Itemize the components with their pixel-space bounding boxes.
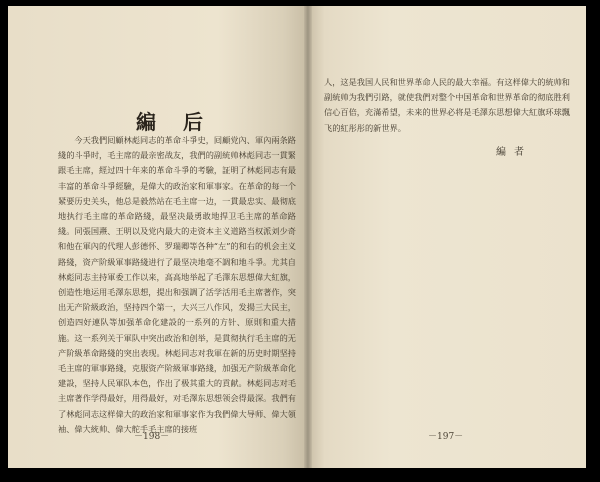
editor-signature: 編者 bbox=[496, 147, 532, 158]
page-number-right: －197－ bbox=[428, 432, 464, 442]
afterword-body: 今天我們囘顧林彪同志的革命斗爭史，囘顧党內、軍內兩条路綫的斗爭时，毛主席的最亲密战友，我們的副統帅林彪同志一貫緊跟毛主席，經过四十年来的革命斗爭的考驗，証明了林彪同志有最丰富的革命斗爭經驗，是偉大的政治家和軍事家。在革命的每一个紧要历史关头，他总是毅然站在毛主席一边，一貫最忠实、最彻底地执行毛主席的革命路綫，最坚决最勇敢地捍卫毛主席的革命路綫。同張国燾、王明以及党内最大的走资本主义道路当权派刘少奇和他在軍內的代理人彭德怀、罗瑞卿等各种“左”的和右的机会主义路綫，资产阶級軍事路綫进行了最坚决地毫不調和地斗爭。尤其自林彪同志主持軍委工作以来，高高地举起了毛澤东思想偉大紅旗，创造性地运用毛澤东思想，提出和强調了活学活用毛主席著作，突出无产阶級政治，坚持四个第一，大兴三八作风，发揚三大民主，创造四好連队等加强革命化建設的一系列的方针、原則和重大措施。这一系列关于軍队中突出政治和创举，是貫彻执行毛主席的无产阶級革命路綫的突出表现。林彪同志对我軍在新的历史时期坚持毛主席的軍事路綫，克服资产阶級軍事路綫，加强无产阶級革命化建設，坚持人民軍队本色，作出了极其重大的貢献。林彪同志对毛主席著作学得最好，用得最好，对毛澤东思想领会得最深。我們有了林彪同志这样偉大的政治家和軍事家作为我們偉大导师、偉大領袖、偉大統帅、偉大舵手毛主席的接班 bbox=[58, 135, 296, 434]
page-number-left: －198－ bbox=[134, 432, 170, 442]
afterword-continuation: 人，这是我国人民和世界革命人民的最大幸福。有这样偉大的統帅和副統帅为我們引路，就使我們对整个中国革命和世界革命的彻底胜利信心百倍，充滿希望，未来的世界必将是毛澤东思想偉大紅旗环球飄飞的紅彤彤的新世界。 bbox=[324, 77, 570, 133]
page-title: 編 后 bbox=[136, 110, 213, 134]
left-page bbox=[8, 6, 308, 468]
right-page bbox=[308, 6, 586, 468]
open-book bbox=[8, 6, 586, 476]
book-gutter bbox=[304, 6, 312, 468]
